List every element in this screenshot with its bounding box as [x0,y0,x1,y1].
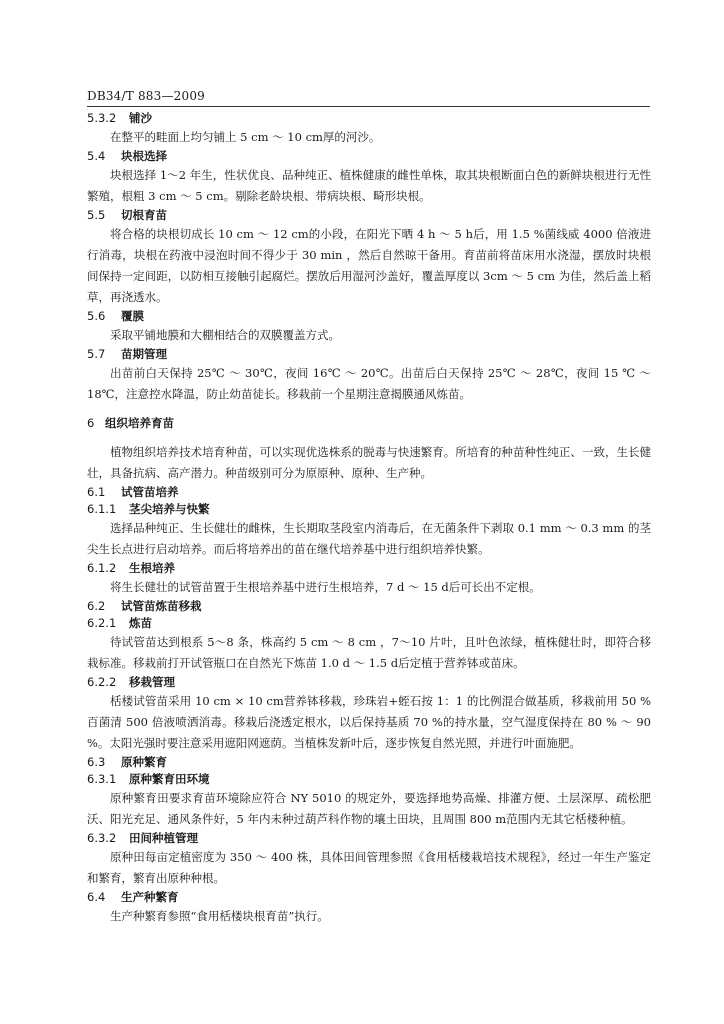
section-paragraph: 生产种繁育参照“食用栝楼块根育苗”执行。 [110,909,329,923]
section-title: 试管苗炼苗移栽 [121,599,202,613]
section-title: 田间种植管理 [129,831,198,845]
section-number: 6.2 [87,599,106,613]
section-paragraph: 选择品种纯正、生长健壮的雌株，生长期取茎段室内消毒后，在无菌条件下剥取 0.1 mm ～ 0.3 mm 的茎尖生长点进行启动培养。而后将培养出的苗在继代培养基中进行组织培养快繁。 [87,521,651,556]
section-title: 茎尖培养与快繁 [129,502,210,516]
section-paragraph: 将合格的块根切成长 10 cm ～ 12 cm的小段，在阳光下晒 4 h ～ 5 h后，用 1.5 %菌线威 4000 倍液进行消毒，块根在药液中浸泡时间不得少于 30 min ，然后自然晾干备用。育苗前将苗床用水浇湿，摆放时块根间保持一定间距，以防相互接触引起腐烂。摆放后用湿河沙盖好，覆盖厚度以 3cm ～ 5 cm 为佳，然后盖上稻草，再浇透水。 [87,227,651,304]
section-number: 6.4 [87,890,106,904]
section-number: 6 [87,416,95,430]
section-heading-5-3-2 [87,110,651,127]
section-paragraph: 原种田每亩定植密度为 350 ～ 400 株，具体田间管理参照《食用栝楼栽培技术规程》，经过一年生产鉴定和繁育，繁育出原种种根。 [87,850,651,885]
section-heading-6-3-2 [87,830,651,847]
section-title: 切根育苗 [121,208,167,222]
section-heading-5-4 [87,148,651,165]
section-title: 铺沙 [129,111,152,125]
section-number: 6.3.1 [87,772,117,786]
section-number: 6.1.2 [87,561,117,575]
section-number: 6.2.1 [87,616,117,630]
section-heading-6-4 [87,889,651,906]
section-paragraph: 采取平铺地膜和大棚相结合的双膜覆盖方式。 [110,328,340,342]
section-heading-6-2-2 [87,674,651,691]
document-header-id: DB34/T 883—2009 [87,89,206,103]
section-heading-6 [87,415,651,432]
section-paragraph: 块根选择 1～2 年生，性状优良、品种纯正、植株健康的雌性单株，取其块根断面白色的新鲜块根进行无性繁殖，根粗 3 cm ～ 5 cm。剔除老龄块根、带病块根、畸形块根。 [87,168,651,203]
section-heading-5-5 [87,207,651,224]
section-heading-6-2 [87,598,651,615]
section-heading-6-2-1 [87,615,651,632]
section-number: 5.6 [87,309,106,323]
header-rule [87,106,650,107]
section-number: 5.3.2 [87,111,117,125]
section-title: 试管苗培养 [121,485,179,499]
section-paragraph: 将生长健壮的试管苗置于生根培养基中进行生根培养，7 d ～ 15 d后可长出不定根。 [110,580,541,594]
section-paragraph: 在整平的畦面上均匀铺上 5 cm ～ 10 cm厚的河沙。 [110,130,381,144]
section-number: 6.1 [87,485,106,499]
section-title: 生产种繁育 [121,890,179,904]
section-heading-5-6 [87,308,651,325]
section-heading-6-3 [87,754,651,771]
section-paragraph: 原种繁育田要求育苗环境除应符合 NY 5010 的规定外，要选择地势高燥、排灌方便、土层深厚、疏松肥沃、阳光充足、通风条件好，5 年内未种过葫芦科作物的壤土田块，且周围 800 m范围内无其它栝楼种植。 [87,791,651,826]
section-title: 苗期管理 [121,347,167,361]
section-paragraph: 待试管苗达到根系 5～8 条，株高约 5 cm ～ 8 cm ，7～10 片叶，且叶色浓绿，植株健壮时，即符合移栽标准。移栽前打开试管瓶口在自然光下炼苗 1.0 d ～ 1.5 d后定植于营养钵或苗床。 [87,635,651,670]
section-number: 6.3 [87,755,106,769]
section-paragraph: 出苗前白天保持 25℃ ～ 30℃，夜间 16℃ ～ 20℃。出苗后白天保持 25℃ ～ 28℃，夜间 15 ℃ ～ 18℃，注意控水降温，防止幼苗徒长。移栽前一个星期注意揭膜通风炼苗。 [87,366,651,401]
section-number: 6.1.1 [87,502,117,516]
section-title: 炼苗 [129,616,152,630]
section-heading-5-7 [87,346,651,363]
document-body [87,110,651,927]
section-heading-6-1-1 [87,501,651,518]
section-number: 5.4 [87,149,106,163]
section-heading-6-1-2 [87,560,651,577]
section-number: 5.7 [87,347,106,361]
section-number: 6.3.2 [87,831,117,845]
section-heading-6-1 [87,484,651,501]
section-title: 覆膜 [121,309,144,323]
section-paragraph: 栝楼试管苗采用 10 cm × 10 cm营养钵移栽，珍珠岩+蛭石按 1：1 的比例混合做基质，移栽前用 50 %百菌清 500 倍液喷洒消毒。移栽后浇透定根水，以后保持基质 70 %的持水量，空气湿度保持在 80 % ～ 90 %。太阳光强时要注意采用遮阳网遮荫。当植株发新叶后，逐步恢复自然光照，并进行叶面施肥。 [87,694,651,750]
section-number: 5.5 [87,208,106,222]
section-title: 移栽管理 [129,675,175,689]
section-title: 生根培养 [129,561,175,575]
section-heading-6-3-1 [87,771,651,788]
section-title: 组织培养育苗 [105,416,174,430]
section-title: 原种繁育 [121,755,167,769]
section-number: 6.2.2 [87,675,117,689]
section-title: 块根选择 [121,149,167,163]
section-title: 原种繁育田环境 [129,772,210,786]
section-paragraph: 植物组织培养技术培育种苗，可以实现优选株系的脱毒与快速繁育。所培育的种苗种性纯正、一致，生长健壮，具备抗病、高产潜力。种苗级别可分为原原种、原种、生产种。 [87,445,651,480]
